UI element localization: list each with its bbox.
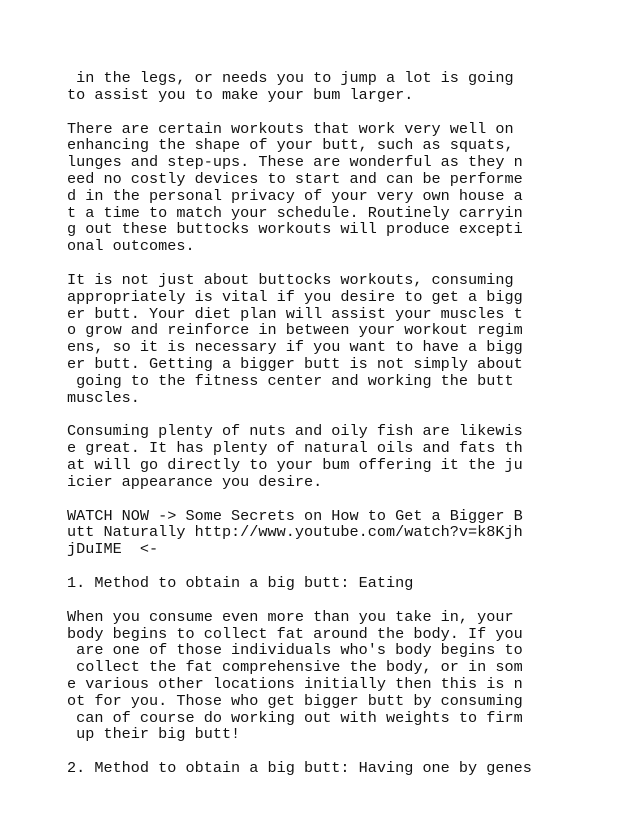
paragraph bbox=[67, 423, 607, 490]
text-line: e various other locations initially then this is n bbox=[67, 674, 523, 693]
text-line: er butt. Getting a bigger butt is not simply about bbox=[67, 354, 523, 373]
text-line: lunges and step-ups. These are wonderful as they n bbox=[67, 153, 523, 172]
paragraph bbox=[67, 609, 607, 743]
text-line: o grow and reinforce in between your workout regim bbox=[67, 321, 523, 340]
text-line: body begins to collect fat around the body. If you bbox=[67, 624, 523, 643]
text-line: d in the personal privacy of your very own house a bbox=[67, 186, 523, 205]
text-line: eed no costly devices to start and can be performe bbox=[67, 169, 523, 188]
paragraph bbox=[67, 70, 607, 104]
text-line: are one of those individuals who's body begins to bbox=[67, 641, 523, 660]
paragraph bbox=[67, 272, 607, 406]
text-line: at will go directly to your bum offering it the ju bbox=[67, 455, 523, 474]
text-line: muscles. bbox=[67, 388, 140, 407]
text-line: e great. It has plenty of natural oils and fats th bbox=[67, 439, 523, 458]
text-line: When you consume even more than you take in, your bbox=[67, 607, 514, 626]
text-line: Consuming plenty of nuts and oily fish are likewis bbox=[67, 422, 523, 441]
text-line: can of course do working out with weights to firm bbox=[67, 708, 523, 727]
text-line: g out these buttocks workouts will produce excepti bbox=[67, 220, 523, 239]
section-heading bbox=[67, 760, 607, 777]
text-line: up their big butt! bbox=[67, 725, 241, 744]
text-line: er butt. Your diet plan will assist your muscles t bbox=[67, 304, 523, 323]
text-line: collect the fat comprehensive the body, or in som bbox=[67, 658, 523, 677]
text-line: enhancing the shape of your butt, such as squats, bbox=[67, 136, 514, 155]
paragraph bbox=[67, 121, 607, 255]
text-line: 1. Method to obtain a big butt: Eating bbox=[67, 573, 414, 592]
text-line: jDuIME <- bbox=[67, 540, 159, 559]
text-line: to assist you to make your bum larger. bbox=[67, 85, 414, 104]
text-line: icier appearance you desire. bbox=[67, 472, 323, 491]
text-line: going to the fitness center and working the butt bbox=[67, 371, 514, 390]
text-line: There are certain workouts that work very well on bbox=[67, 119, 514, 138]
text-line: onal outcomes. bbox=[67, 237, 195, 256]
text-line: WATCH NOW -> Some Secrets on How to Get a Bigger B bbox=[67, 506, 523, 525]
section-heading bbox=[67, 575, 607, 592]
text-line: ot for you. Those who get bigger butt by consuming bbox=[67, 691, 523, 710]
document-body bbox=[67, 70, 607, 794]
text-line: in the legs, or needs you to jump a lot is going bbox=[67, 69, 514, 87]
text-line: 2. Method to obtain a big butt: Having one by genes bbox=[67, 759, 532, 778]
text-line: ens, so it is necessary if you want to have a bigg bbox=[67, 338, 523, 357]
text-line: appropriately is vital if you desire to get a bigg bbox=[67, 287, 523, 306]
text-line: utt Naturally http://www.youtube.com/watch?v=k8Kjh bbox=[67, 523, 523, 542]
text-line: t a time to match your schedule. Routinely carryin bbox=[67, 203, 523, 222]
text-line: It is not just about buttocks workouts, consuming bbox=[67, 270, 514, 289]
watch-link-paragraph bbox=[67, 508, 607, 558]
